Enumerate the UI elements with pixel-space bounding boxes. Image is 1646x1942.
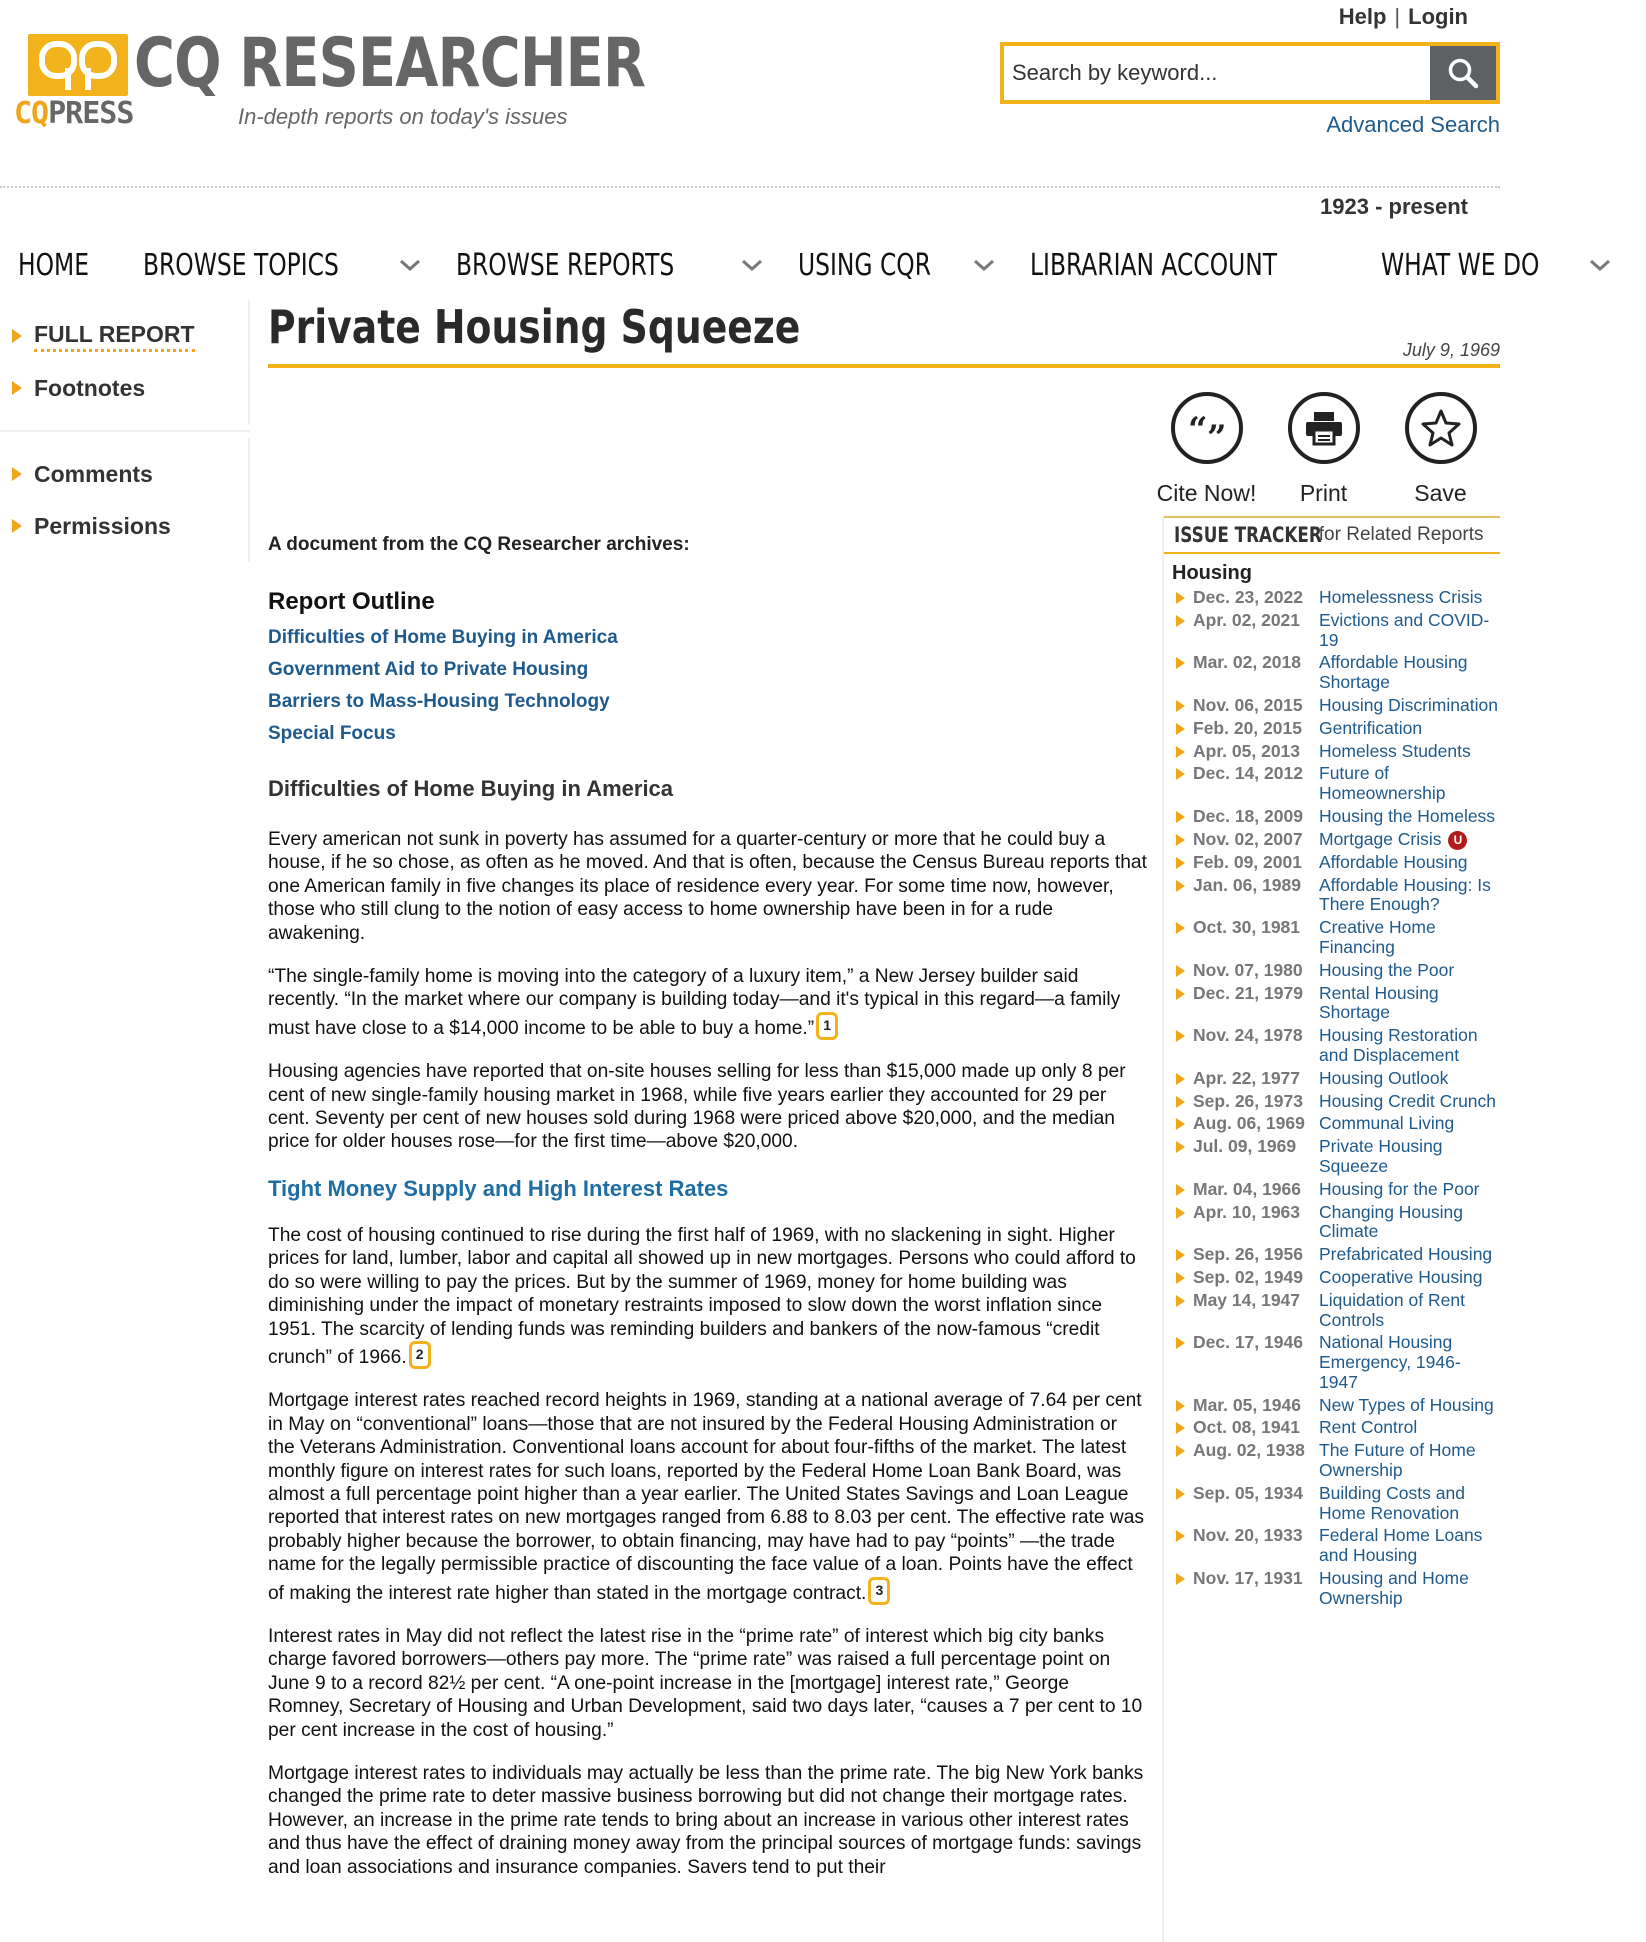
tracker-item xyxy=(1164,1291,1500,1331)
sidebar-item-permissions[interactable] xyxy=(12,500,248,552)
tracker-item-link[interactable] xyxy=(1319,830,1499,850)
tracker-item xyxy=(1164,1114,1500,1134)
arrow-right-icon xyxy=(1176,657,1185,669)
tracker-list xyxy=(1164,588,1500,1609)
tracker-item-link[interactable] xyxy=(1319,742,1499,762)
tracker-item-title: Affordable Housing Shortage xyxy=(1319,652,1468,693)
nav-label: USING CQR xyxy=(797,247,931,283)
tracker-item xyxy=(1164,984,1500,1024)
tracker-item-link[interactable] xyxy=(1319,1569,1499,1609)
tracker-item-title: Housing Restoration and Displacement xyxy=(1319,1025,1478,1065)
tracker-item-title: Evictions and COVID-19 xyxy=(1319,609,1490,650)
arrow-right-icon xyxy=(1176,592,1185,604)
tracker-item-title: Future of Homeownership xyxy=(1319,763,1446,804)
tracker-item-date: Oct. 08, 1941 xyxy=(1193,1417,1301,1438)
tracker-item-title: Communal Living xyxy=(1319,1113,1455,1134)
advanced-search-link[interactable]: Advanced Search xyxy=(1326,112,1500,137)
tracker-item-link[interactable] xyxy=(1319,876,1499,916)
tracker-item-date: Sep. 02, 1949 xyxy=(1193,1266,1303,1287)
arrow-right-icon xyxy=(1176,1337,1185,1349)
tracker-item-link[interactable] xyxy=(1319,1092,1499,1112)
archive-date-range: 1923 - present xyxy=(1320,194,1468,219)
tracker-item xyxy=(1164,1441,1500,1481)
tracker-item-date: Mar. 02, 2018 xyxy=(1193,652,1301,673)
tracker-item-date: Nov. 06, 2015 xyxy=(1193,694,1303,715)
tracker-item xyxy=(1164,1396,1500,1416)
tracker-item-date: May 14, 1947 xyxy=(1193,1289,1301,1310)
top-links-separator: | xyxy=(1394,4,1401,29)
tracker-item xyxy=(1164,1203,1500,1243)
sidebar-group-extras xyxy=(0,438,250,562)
nav-label: WHAT WE DO xyxy=(1381,247,1540,283)
tracker-item-title: Housing for the Poor xyxy=(1319,1178,1480,1199)
nav-home[interactable] xyxy=(18,248,109,283)
outline-link[interactable]: Government Aid to Private Housing xyxy=(268,659,589,680)
svg-text:”: ” xyxy=(1206,418,1227,458)
chevron-down-icon xyxy=(740,257,764,273)
main-nav xyxy=(18,240,1646,290)
arrow-right-icon xyxy=(1176,1422,1185,1434)
tracker-item-date: Apr. 22, 1977 xyxy=(1193,1067,1301,1088)
tracker-item xyxy=(1164,807,1500,827)
outline-link[interactable]: Barriers to Mass-Housing Technology xyxy=(268,691,610,712)
tracker-item-link[interactable] xyxy=(1319,653,1499,693)
issue-tracker-title: ISSUE TRACKER xyxy=(1174,523,1322,547)
paragraph-text: The cost of housing continued to rise during the first half of 1969, with no slackening in sight. Higher prices for land, lumber, labor and capital all showed up in new mortgages. Persons who could afford to do so were willing to pay the prices. But by the summer of 1969, money for home building was diminishing under the impact of monetary restraints imposed to slow down the worst inflation since 1951. The scarcity of lending funds was reminding builders and bankers of the now-famous “credit crunch” of 1966. xyxy=(268,1224,1136,1368)
paragraph xyxy=(268,1389,1148,1605)
tracker-item-date: Jan. 06, 1989 xyxy=(1193,874,1301,895)
tracker-item-title: Homelessness Crisis xyxy=(1319,587,1483,607)
tracker-item-link[interactable] xyxy=(1319,1114,1499,1134)
chevron-down-icon xyxy=(972,257,996,273)
tracker-item-link[interactable] xyxy=(1319,1180,1499,1200)
paragraph: Interest rates in May did not reflect the latest rise in the “prime rate” of interest which big city banks charge favored borrowers—others pay more. The “prime rate” was raised a full percentage point on June 9 to a record 82½ per cent. “A one-point increase in the [mortgage] interest rate,” George Romney, Secretary of Housing and Urban Development, said two days later, “causes a 7 per cent to 10 per cent increase in the cost of housing.” xyxy=(268,1625,1143,1741)
tracker-item-link[interactable] xyxy=(1319,1268,1499,1288)
tracker-item-title: Homeless Students xyxy=(1319,740,1471,761)
nav-browse-topics[interactable] xyxy=(143,248,422,283)
tracker-item-date: Sep. 26, 1956 xyxy=(1193,1244,1303,1265)
nav-label: HOME xyxy=(18,247,89,283)
tracker-item-date: Nov. 24, 1978 xyxy=(1193,1025,1303,1046)
arrow-right-icon xyxy=(1176,965,1185,977)
tracker-item-title: New Types of Housing xyxy=(1319,1394,1494,1415)
tracker-item-date: Sep. 26, 1973 xyxy=(1193,1090,1303,1111)
chevron-down-icon xyxy=(1588,257,1612,273)
tracker-item-title: Changing Housing Climate xyxy=(1319,1201,1463,1242)
tracker-item-date: Mar. 04, 1966 xyxy=(1193,1178,1301,1199)
tracker-item xyxy=(1164,1418,1500,1438)
tracker-item-link[interactable] xyxy=(1319,1291,1499,1331)
tracker-item-title: Rent Control xyxy=(1319,1417,1418,1438)
tracker-item xyxy=(1164,1333,1500,1392)
tracker-item-link[interactable] xyxy=(1319,588,1499,608)
tracker-item-date: Apr. 02, 2021 xyxy=(1193,609,1301,630)
tracker-item xyxy=(1164,764,1500,804)
tracker-item xyxy=(1164,918,1500,958)
login-link[interactable]: Login xyxy=(1408,4,1468,29)
outline-link[interactable]: Special Focus xyxy=(268,723,396,744)
tracker-item-title: Mortgage Crisis xyxy=(1319,828,1442,849)
report-sidebar xyxy=(0,300,250,562)
logo-title: CQ RESEARCHER xyxy=(134,24,646,103)
title-divider xyxy=(268,364,1500,368)
arrow-right-icon xyxy=(1176,1272,1185,1284)
search-input[interactable] xyxy=(1012,52,1432,94)
report-outline-heading: Report Outline xyxy=(268,588,435,615)
tracker-item-date: Apr. 10, 1963 xyxy=(1193,1201,1301,1222)
tracker-item-title: Private Housing Squeeze xyxy=(1319,1136,1443,1176)
arrow-right-icon xyxy=(1176,811,1185,823)
tracker-item-title: Housing the Poor xyxy=(1319,959,1455,980)
arrow-right-icon xyxy=(12,467,22,481)
tracker-item-date: Apr. 05, 2013 xyxy=(1193,740,1301,761)
top-links xyxy=(1339,4,1468,30)
logo-cq: CQ xyxy=(14,96,49,131)
arrow-right-icon xyxy=(1176,1445,1185,1457)
arrow-right-icon xyxy=(1176,723,1185,735)
nav-label: BROWSE REPORTS xyxy=(456,247,675,283)
sidebar-item-label: Comments xyxy=(34,460,153,487)
tracker-item-date: Aug. 06, 1969 xyxy=(1193,1113,1305,1134)
tracker-item-link[interactable] xyxy=(1319,807,1499,827)
printer-icon xyxy=(1288,392,1360,464)
arrow-right-icon xyxy=(1176,700,1185,712)
tracker-item-link[interactable] xyxy=(1319,1441,1499,1481)
subsection-heading: Tight Money Supply and High Interest Rates xyxy=(268,1175,729,1201)
arrow-right-icon xyxy=(1176,746,1185,758)
tracker-item xyxy=(1164,876,1500,916)
arrow-right-icon xyxy=(1176,1400,1185,1412)
report-date: July 9, 1969 xyxy=(1402,340,1500,360)
arrow-right-icon xyxy=(1176,768,1185,780)
tracker-item-date: Dec. 18, 2009 xyxy=(1193,805,1303,826)
tracker-item-link[interactable] xyxy=(1319,764,1499,804)
page-title: Private Housing Squeeze xyxy=(268,300,801,354)
tracker-item-date: Aug. 02, 1938 xyxy=(1193,1440,1305,1461)
tracker-item-title: Liquidation of Rent Controls xyxy=(1319,1289,1465,1330)
tracker-item-link[interactable] xyxy=(1319,1396,1499,1416)
chevron-down-icon xyxy=(398,257,422,273)
tracker-item-date: Nov. 02, 2007 xyxy=(1193,828,1303,849)
tracker-item xyxy=(1164,611,1500,651)
arrow-right-icon xyxy=(12,329,22,343)
tracker-item-link[interactable] xyxy=(1319,611,1499,651)
arrow-right-icon xyxy=(1176,1073,1185,1085)
tracker-item xyxy=(1164,1245,1500,1265)
arrow-right-icon xyxy=(1176,1118,1185,1130)
tracker-item-link[interactable] xyxy=(1319,696,1499,716)
tracker-item-title: Affordable Housing: Is There Enough? xyxy=(1319,874,1491,915)
tracker-item-title: Housing Discrimination xyxy=(1319,694,1498,715)
tracker-item-link[interactable] xyxy=(1319,1526,1499,1566)
arrow-right-icon xyxy=(1176,1249,1185,1261)
sidebar-item-full-report[interactable] xyxy=(12,310,248,362)
sidebar-divider xyxy=(0,430,250,432)
arrow-right-icon xyxy=(1176,1530,1185,1542)
tracker-item-title: Prefabricated Housing xyxy=(1319,1244,1493,1265)
cite-now-button[interactable] xyxy=(1148,392,1265,507)
tracker-item xyxy=(1164,1092,1500,1112)
tracker-item xyxy=(1164,853,1500,873)
tracker-item-title: Affordable Housing xyxy=(1319,851,1468,872)
tracker-item xyxy=(1164,1484,1500,1524)
sidebar-item-label: FULL REPORT xyxy=(34,321,195,352)
tracker-item-date: Mar. 05, 1946 xyxy=(1193,1394,1301,1415)
tracker-item-title: National Housing Emergency, 1946-1947 xyxy=(1319,1332,1461,1392)
cq-logo-mark-icon xyxy=(28,34,128,96)
issue-tracker xyxy=(1162,516,1500,1942)
sidebar-group-report xyxy=(0,300,250,424)
tracker-item-title: Housing Outlook xyxy=(1319,1067,1449,1088)
header-divider xyxy=(0,186,1500,188)
arrow-right-icon xyxy=(1176,988,1185,1000)
tracker-item xyxy=(1164,1268,1500,1288)
tracker-item-title: Housing Credit Crunch xyxy=(1319,1090,1497,1111)
tracker-item-link[interactable] xyxy=(1319,1333,1499,1392)
tracker-item-title: The Future of Home Ownership xyxy=(1319,1440,1476,1481)
paragraph-text: “The single-family home is moving into the category of a luxury item,” a New Jersey builder said recently. “In the market where our company is building today—and it's typical in this regard—a family must have close to a $14,000 income to be able to buy a home.” xyxy=(268,966,1121,1039)
save-label: Save xyxy=(1414,480,1467,506)
tracker-item-link[interactable] xyxy=(1319,1484,1499,1524)
tracker-item-link[interactable] xyxy=(1319,853,1499,873)
tracker-item-date: Feb. 09, 2001 xyxy=(1193,851,1302,872)
tracker-item-title: Gentrification xyxy=(1319,717,1423,738)
cq-press-wordmark xyxy=(14,96,133,131)
tracker-item-link[interactable] xyxy=(1319,719,1499,739)
tracker-item xyxy=(1164,1180,1500,1200)
tracker-item-title: Rental Housing Shortage xyxy=(1319,982,1439,1023)
tracker-item xyxy=(1164,1137,1500,1177)
print-label: Print xyxy=(1299,480,1348,506)
arrow-right-icon xyxy=(1176,1488,1185,1500)
footnote-marker[interactable]: 3 xyxy=(868,1577,890,1605)
sidebar-item-comments[interactable] xyxy=(12,448,248,500)
tracker-item-title: Building Costs and Home Renovation xyxy=(1319,1482,1465,1523)
arrow-right-icon xyxy=(1176,1030,1185,1042)
help-link[interactable]: Help xyxy=(1338,4,1387,29)
archives-note: A document from the CQ Researcher archives: xyxy=(268,534,690,555)
tracker-item-link[interactable] xyxy=(1319,1418,1499,1438)
arrow-right-icon xyxy=(1176,1141,1185,1153)
tracker-item xyxy=(1164,830,1500,850)
tracker-item-link[interactable] xyxy=(1319,918,1499,958)
section-heading: Difficulties of Home Buying in America xyxy=(268,776,674,801)
tracker-item-link[interactable] xyxy=(1319,1137,1499,1177)
save-button[interactable] xyxy=(1382,392,1499,507)
tracker-item-title: Housing and Home Ownership xyxy=(1319,1568,1469,1608)
arrow-right-icon xyxy=(1176,1096,1185,1108)
logo-press: PRESS xyxy=(48,96,134,131)
report-outline xyxy=(268,622,1148,750)
search-button[interactable] xyxy=(1430,46,1496,100)
quote-icon xyxy=(1171,392,1243,464)
nav-using-cqr[interactable] xyxy=(798,248,996,283)
nav-browse-reports[interactable] xyxy=(456,248,764,283)
tracker-item xyxy=(1164,653,1500,693)
arrow-right-icon xyxy=(1176,1207,1185,1219)
tracker-item-title: Federal Home Loans and Housing xyxy=(1319,1525,1483,1566)
tracker-item-link[interactable] xyxy=(1319,1026,1499,1066)
arrow-right-icon xyxy=(1176,1295,1185,1307)
tracker-topic: Housing xyxy=(1172,562,1252,584)
tracker-item-title: Housing the Homeless xyxy=(1319,805,1496,826)
tracker-item-date: Feb. 20, 2015 xyxy=(1193,717,1302,738)
arrow-right-icon xyxy=(12,381,22,395)
tracker-item-title: Creative Home Financing xyxy=(1319,917,1436,957)
arrow-right-icon xyxy=(1176,857,1185,869)
arrow-right-icon xyxy=(1176,880,1185,892)
arrow-right-icon xyxy=(1176,834,1185,846)
footnote-marker[interactable]: 1 xyxy=(816,1012,838,1040)
tracker-item-link[interactable] xyxy=(1319,961,1499,981)
star-icon xyxy=(1405,392,1477,464)
sidebar-item-label: Footnotes xyxy=(34,374,146,401)
tracker-item xyxy=(1164,1526,1500,1566)
tracker-item-date: Dec. 14, 2012 xyxy=(1193,763,1303,784)
tracker-item-date: Dec. 21, 1979 xyxy=(1193,982,1303,1003)
sidebar-item-label: Permissions xyxy=(34,512,171,539)
paragraph-text: Mortgage interest rates reached record heights in 1969, standing at a national average of 7.64 per cent in May on “conventional” loans—those that are not insured by the Federal Housing Administration or the Veterans Administration. Conventional loans account for about four-fifths of the market. The latest monthly figure on interest rates for such loans, reported by the Federal Home Loan Bank Board, was almost a full percentage point higher than a year earlier. The United States Savings and Loan League reported that interest rates on new mortgages ranged from 6.88 to 8.03 per cent. The effective rate was probably higher because the borrower, to obtain financing, may have had to pay “points” —the trade name for the legally permissible practice of discounting the face value of a loan. Points have the effect of making the interest rate higher than stated in the mortgage contract. xyxy=(268,1390,1145,1604)
paragraph: Every american not sunk in poverty has assumed for a quarter-century or more that he could buy a house, if he so chose, as often as he moved. And that is often, because the Census Bureau reports that one American family in five changes its place of residence every year. For some time now, however, those who still clung to the notion of easy access to home ownership have been in for a rude awakening. xyxy=(268,829,1147,944)
issue-tracker-subtitle: for Related Reports xyxy=(1318,524,1484,545)
nav-label: BROWSE TOPICS xyxy=(143,247,339,283)
cq-researcher-logo[interactable] xyxy=(14,24,646,136)
arrow-right-icon xyxy=(1176,922,1185,934)
sidebar-item-footnotes[interactable] xyxy=(12,362,248,414)
paragraph xyxy=(268,965,1148,1040)
arrow-right-icon xyxy=(1176,1184,1185,1196)
paragraph xyxy=(268,1224,1148,1369)
arrow-right-icon xyxy=(1176,615,1185,627)
tracker-item-date: Dec. 17, 1946 xyxy=(1193,1332,1303,1353)
arrow-right-icon xyxy=(1176,1573,1185,1585)
tracker-item-link[interactable] xyxy=(1319,1203,1499,1243)
svg-text:“: “ xyxy=(1187,410,1208,450)
issue-tracker-heading xyxy=(1164,516,1500,554)
tracker-item xyxy=(1164,742,1500,762)
search-icon xyxy=(1446,56,1480,90)
tracker-item-date: Dec. 23, 2022 xyxy=(1193,587,1303,607)
print-button[interactable] xyxy=(1265,392,1382,507)
outline-link[interactable]: Difficulties of Home Buying in America xyxy=(268,627,618,648)
nav-librarian-account[interactable] xyxy=(1030,248,1347,283)
tracker-item-link[interactable] xyxy=(1319,984,1499,1024)
tracker-item-link[interactable] xyxy=(1319,1245,1499,1265)
report-actions xyxy=(1148,392,1499,507)
tracker-item-date: Nov. 20, 1933 xyxy=(1193,1525,1303,1546)
tracker-item xyxy=(1164,696,1500,716)
logo-tagline: In-depth reports on today's issues xyxy=(238,104,568,129)
footnote-marker[interactable]: 2 xyxy=(409,1341,431,1369)
search-box xyxy=(1000,42,1500,104)
tracker-item xyxy=(1164,1069,1500,1089)
tracker-item xyxy=(1164,1026,1500,1066)
tracker-item-link[interactable] xyxy=(1319,1069,1499,1089)
arrow-right-icon xyxy=(12,519,22,533)
tracker-item xyxy=(1164,588,1500,608)
tracker-item-date: Oct. 30, 1981 xyxy=(1193,917,1301,938)
report-content xyxy=(268,534,1148,1879)
tracker-item xyxy=(1164,1569,1500,1609)
tracker-item-date: Nov. 07, 1980 xyxy=(1193,959,1303,980)
cite-now-label: Cite Now! xyxy=(1156,480,1257,506)
paragraph: Mortgage interest rates to individuals may actually be less than the prime rate. The big New York banks changed the prime rate to deter massive business borrowing but did not change their mortgage rates. However, an increase in the prime rate tends to bring about an increase in various other interest rates and thus have the effect of draining money away from the principal sources of mortgage funds: savings and loan associations and insurance companies. Savers tend to put their xyxy=(268,1763,1144,1878)
tracker-item-title: Cooperative Housing xyxy=(1319,1266,1483,1287)
nav-what-we-do[interactable] xyxy=(1381,248,1612,283)
tracker-item-date: Jul. 09, 1969 xyxy=(1193,1136,1297,1157)
tracker-item-date: Nov. 17, 1931 xyxy=(1193,1568,1303,1589)
nav-label: LIBRARIAN ACCOUNT xyxy=(1030,247,1278,283)
tracker-item xyxy=(1164,961,1500,981)
updated-badge-icon: U xyxy=(1448,831,1467,850)
paragraph: Housing agencies have reported that on-site houses selling for less than $15,000 made up only 8 per cent of new single-family housing market in 1968, while five years earlier they accounted for 29 per cent. Seventy per cent of new houses sold during 1968 were priced above $20,000, and the median price for older houses rose—for the first time—above $20,000. xyxy=(268,1061,1126,1153)
tracker-item-date: Sep. 05, 1934 xyxy=(1193,1482,1303,1503)
tracker-item xyxy=(1164,719,1500,739)
